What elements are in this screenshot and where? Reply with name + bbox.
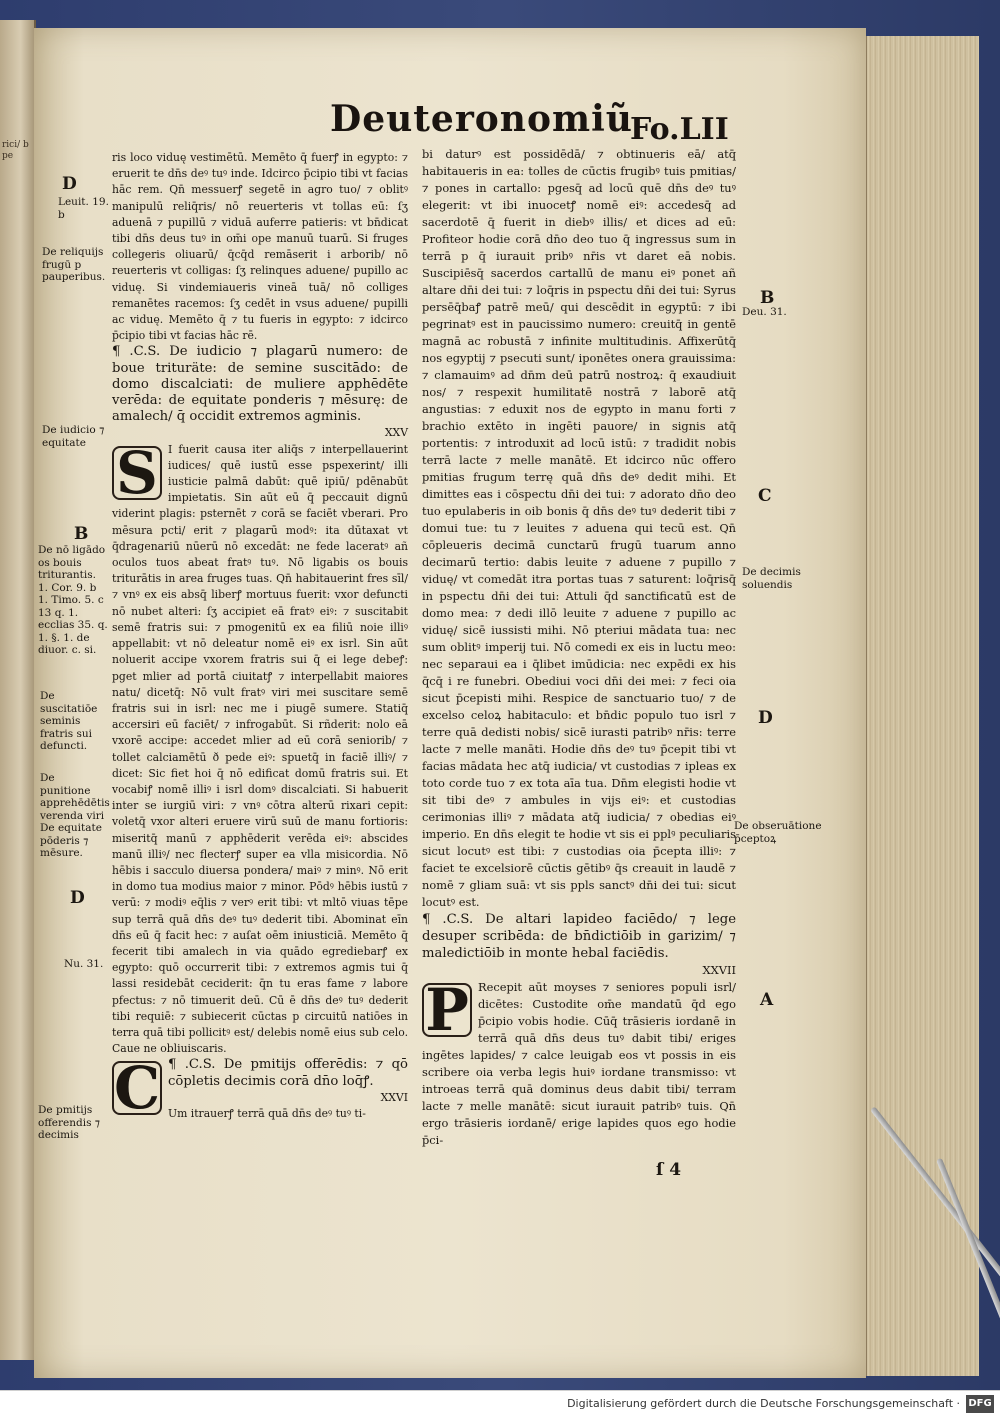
margin-note-suscitatione: De suscitatiōe seminis fratris sui defuncti.	[40, 690, 98, 752]
margin-note-punitione: De punitione apprehēdētis verenda viri De equitate pōderis ⁊ mēsure.	[40, 772, 110, 859]
section-heading	[422, 911, 736, 962]
right-text-column	[422, 146, 736, 1149]
left-text-column	[112, 150, 408, 1122]
margin-note-leuit: Leuit. 19. b	[58, 196, 109, 221]
paragraph-text: bi daturꝰ est possidēdā/ ⁊ obtinueris eā/ atq̄ habitaueris in ea: tolles de cūctis frugibꝰ tuis pmitias/ ⁊ pones in cartallo: pgesq̄ ad locū quē dn̄s deꝰ tuꝰ elegerit: vt ibi inuocetꝭ nomē eiꝰ: accedesq̄ ad sacerdotē q̄ fuerit in diebꝰ illis/ et dices ad eū: Profiteor hodie corā dn̄o deo tuo q̄ ingressus sum in terrā p q̄ iurauit pribꝰ nr̄is vt daret eā nobis. Suscipiēsq̄ sacerdos cartallū de manu eiꝰ ponet añ altare dn̄i dei tui: ⁊ loq̄ris in pspectu dn̄i dei tui: Syrus persēq̄baꝭ patrē meū/ qui descēdit in egyptū: ⁊ ibi pegrinatꝰ est in paucissimo numero: creuitq̄ in gentē magnā ac robustā ⁊ infinite multitudinis. Affixerūtq̄ nos egyptij ⁊ psecuti sunt/ iponētes onera grauissima: ⁊ clamauimꝰ ad dn̄m deū patrū nostroꝝ: q̄ exaudiuit nos/ ⁊ respexit humilitatē nostrā ⁊ laborē atq̄ angustias: ⁊ eduxit nos de egypto in manu forti ⁊ brachio extēto in ingēti pauore/ in signis atq̄ portentis: ⁊ introduxit ad locū istū: ⁊ tradidit nobis terrā lacte ⁊ melle manātē. Et idcirco nūc offero pmitias frugum terrę quā dn̄s deꝰ dedit mihi. Et dimittes eas i cōspectu dn̄i dei tui: ⁊ adorato dn̄o deo tuo epulaberis in oib bonis q̄ dn̄s deꝰ tuꝰ dederit tibi ⁊ domui tue: tu ⁊ leuites ⁊ aduena qui tecū est. Qn̄ cōpleueris decimā cunctarū frugū tuarum anno decimarū tertio: dabis leuite ⁊ aduene ⁊ pupillo ⁊ viduę/ vt comedāt itra portas tuas ⁊ saturent: loq̄risq̄ in pspectu dn̄i dei tui: Attuli q̄d sanctificatū est de domo mea: ⁊ dedi illō leuite ⁊ aduene ⁊ pupillo ac viduę/ sicē iussisti mihi. Nō pteriui mādata tua: nec sum oblitꝰ imperij tui. Nō comedi ex eis in luctu meo: nec separaui ea i q̄libet imūdicia: nec expēdi ex his q̄cq̄ i re funebri. Obediui voci dn̄i dei mei: ⁊ feci oia sicut p̄cepisti mihi. Respice de sanctuario tuo/ ⁊ de excelso celoꝝ habitaculo: et bn̄dic populo tuo isrl ⁊ terre quā dedisti nobis/ sicē iurasti patribꝰ nr̄is: terre lacte ⁊ melle manāti. Hodie dn̄s deꝰ tuꝰ p̄cepit tibi vt facias mādata hec atq̄ iudicia/ vt custodias ⁊ ipleas ex toto corde tuo ⁊ ex tota aīa tua. Dn̄m elegisti hodie vt sit tibi deꝰ ⁊ ambules in vijs eiꝰ: et custodias cerimonias illiꝰ ⁊ mādata atq̄ iudicia/ ⁊ obedias eiꝰ imperio. En dn̄s elegit te hodie vt sis ei pplꝰ peculiaris sicut locutꝰ est tibi: ⁊ custodias oia p̄cepta illiꝰ: ⁊ faciet te excelsiorē cūctis gētibꝰ q̄s creauit in laudē ⁊ nomē ⁊ gliam suā: vt sis ppls sanctꝰ dn̄i dei tui: sicut locutꝰ est.	[422, 147, 736, 909]
running-head-title: Deuteronomiũ	[330, 98, 633, 140]
body-paragraph	[422, 146, 736, 911]
decorated-initial: P	[422, 983, 472, 1037]
paragraph-text: XXVII	[702, 963, 736, 977]
paragraph-text: ¶ .C.S. De altari lapideo faciēdo/ ⁊ lege desuper scribēda: de bn̄dictiōib in garizim/ ⁊ maledictiōib in monte hebal faciēdis.	[422, 912, 736, 961]
paragraph-text: Um itrauerꝭ terrā quā dn̄s deꝰ tuꝰ ti-	[168, 1106, 366, 1120]
previous-page-edge	[0, 20, 36, 1360]
margin-letter-c: C	[758, 486, 772, 506]
paragraph-text: XXVI	[380, 1090, 408, 1104]
margin-note-obseruantia: De obseruātione p̄ceptoꝝ	[734, 820, 822, 845]
margin-letter-d: D	[62, 174, 77, 194]
chapter-number	[422, 962, 736, 979]
decorated-initial: S	[112, 446, 162, 500]
margin-letter-b-right: B	[760, 288, 775, 308]
margin-letter-d-right: D	[758, 708, 773, 728]
paragraph-text: ris loco viduę vestimētū. Memēto q̄ fuerꝭ in egypto: ⁊ eruerit te dn̄s deꝰ tuꝰ inde. Idcirco p̄cipio tibi vt facias hāc rem. Qn̄ messuerꝭ segetē in agro tuo/ ⁊ oblitꝰ manipulū reliq̄ris/ nō reuerteris vt tollas eū: ſʒ aduenā ⁊ pupillū ⁊ viduā auferre patieris: vt bn̄dicat tibi dn̄s deus tuꝰ in om̄i ope manuū tuarū. Si fruges collegeris oliuarū/ q̄cq̄d remāserit i arborib/ nō reuerteris vt colligas: ſʒ relinques aduene/ pupillo ac viduę. Si vindemiaueris vineā tuā/ nō colliges remanētes racemos: ſʒ cedēt in vsus aduene/ pupilli ac viduę. Memēto q̄ ⁊ tu fueris in egypto: ⁊ idcirco p̄cipio tibi vt facias hāc rē.	[112, 151, 408, 343]
paragraph-text: XXV	[384, 426, 408, 440]
margin-letter-b: B	[74, 524, 89, 544]
margin-note-nu: Nu. 31.	[64, 958, 104, 970]
body-paragraph	[112, 438, 408, 1058]
margin-letter-d-second: D	[70, 888, 85, 908]
dfg-logo: DFG	[966, 1395, 994, 1413]
margin-note-decimis: De decimis soluendis	[742, 566, 801, 591]
section-heading	[112, 344, 408, 425]
margin-note-pmitijs: De pmitijs offerendis ⁊ decimis	[38, 1104, 101, 1141]
paragraph-text: Recepit aūt moyses ⁊ seniores populi isrl/ dicētes: Custodite om̄e mandatū q̄d ego p̄cipio vobis hodie. Cūq̄ trāsieris iordanē in terrā quā dn̄s deus tuꝰ dabit tibi/ eriges ingētes lapides/ ⁊ calce leuigab eos vt possis in eis scribere oia verba legis huiꝰ iordane transmisso: vt introeas terrā quā dominus deus dabit tibi/ terram lacte ⁊ melle manātē: sicut iurauit patribꝰ tuis. Qn̄ ergo trāsieris iordanē/ erige lapides quos ego hodie p̄ci-	[422, 980, 736, 1147]
folio-number: Fo.LII	[630, 112, 729, 147]
body-paragraph	[112, 150, 408, 344]
signature-mark: ſ 4	[656, 1160, 682, 1180]
decorated-initial: C	[114, 1054, 161, 1123]
margin-note-iudicio: De iudicio ⁊ equitate	[42, 424, 105, 449]
footer-credit: Digitalisierung gefördert durch die Deutsche Forschungsgemeinschaft ·	[567, 1397, 960, 1410]
footer-bar	[0, 1390, 1000, 1418]
body-paragraph	[422, 976, 736, 1149]
paragraph-text: ¶ .C.S. De pmitijs offerēdis: ⁊ qō cōpletis decimis corā dn̄o loq̄ꝭ.	[168, 1057, 408, 1089]
margin-note-ligando: De nō ligādo os bouis triturantis. 1. Cor. 9. b 1. Timo. 5. c 13 q. 1. ecclias 35. q. 1. §. 1. de diuor. c. si.	[38, 544, 108, 656]
margin-letter-a: A	[760, 990, 774, 1010]
margin-note-deu: Deu. 31.	[742, 306, 787, 318]
margin-note-reliquiis: De reliquijs frugū p pauperibus.	[42, 246, 106, 283]
paragraph-text: I fuerit causa iter aliq̄s ⁊ interpellauerint iudices/ quē iustū esse pspexerint/ illi iusticie palmā dabūt: quē ipiū/ pdēnabūt impietatis. Sin aūt eū q̄ peccauit dignū viderint plagis: psternēt ⁊ corā se faciēt vberari. Pro mēsura pcti/ erit ⁊ plagarū modꝰ: ita dūtaxat vt q̄dragenariū nūerū nō excedāt: ne fede laceratꝰ añ oculos tuos abeat fratꝰ tuꝰ. Nō ligabis os bouis triturātis in area fruges tuas. Qn̄ habitauerint fres sīl/ ⁊ vnꝰ ex eis absq̄ liberꝭ mortuus fuerit: vxor defuncti nō nubet alteri: ſʒ accipiet eā fratꝰ eiꝰ: ⁊ suscitabit semē fratris sui: ⁊ pmogenitū ex ea filiū noie illiꝰ appellabit: vt nō deleatur nomē eiꝰ ex isrl. Sin aūt noluerit accipe vxorem fratris sui q̄ ei lege debeꝭ: pget mlier ad portā ciuitatꝭ ⁊ interpellabit maiores natu/ dicetq̄: Nō vult fratꝰ viri mei suscitare semē fratris sui in isrl: nec me i piugē sumere. Statiq̄ accersiri eū faciēt/ ⁊ infrogabūt. Si rñderit: nolo eā vxorē accipe: accedet mlier ad eū corā seniorib/ ⁊ tollet calciamētū ð pede eiꝰ: spuetq̄ in faciē illiꝰ/ ⁊ dicet: Sic fiet hoi q̄ nō edificat domū fratris sui. Et vocabiꝭ nomē illiꝰ i isrl domꝰ discalciati. Si habuerit inter se iurgiū viri: ⁊ vnꝰ cōtra alterū rixari cepit: voletq̄ vxor alteri eruere virū suū de manu fortioris: miseritq̄ manū ⁊ apphēderit verēda eiꝰ: abscides manū illiꝰ/ nec flecterꝭ super ea vlla misicordia. Nō hēbis i sacculo diuersa pondera/ maiꝰ ⁊ minꝰ. Nō erit in domo tua modius maior ⁊ minor. Pōdꝰ hēbis iustū ⁊ verū: ⁊ modiꝰ eq̄lis ⁊ verꝰ erit tibi: vt mltō viuas tēpe sup terrā quā dn̄s deꝰ tuꝰ dederit tibi. Abominat eīn dn̄s eū q̄ facit hec: ⁊ auſat oēm iniusticiā. Memēto q̄ fecerit tibi amalech in via quādo egrediebarꝭ ex egypto: quō occurrerit tibi: ⁊ extremos agmis tui q̄ lassi residebāt ceciderit: q̄n tu eras fame ⁊ labore pfectus: ⁊ nō timuerit deū. Cū ē dn̄s deꝰ tuꝰ dederit tibi requiē: ⁊ subiecerit cūctas p circuitū natiōes in terra quā tibi pollicitꝰ est/ delebis nomē eius sub celo. Caue ne obliuiscaris.	[112, 442, 408, 1056]
previous-page-notes: rici/ b pe	[2, 140, 29, 161]
paragraph-text: ¶ .C.S. De iudicio ⁊ plagarū numero: de boue trituräte: de semine suscitādo: de domo discalciati: de muliere apphēdēte verēda: de equitate ponderis ⁊ mēsurę: de amalech/ q̄ occidit extremos agminis.	[112, 344, 408, 425]
